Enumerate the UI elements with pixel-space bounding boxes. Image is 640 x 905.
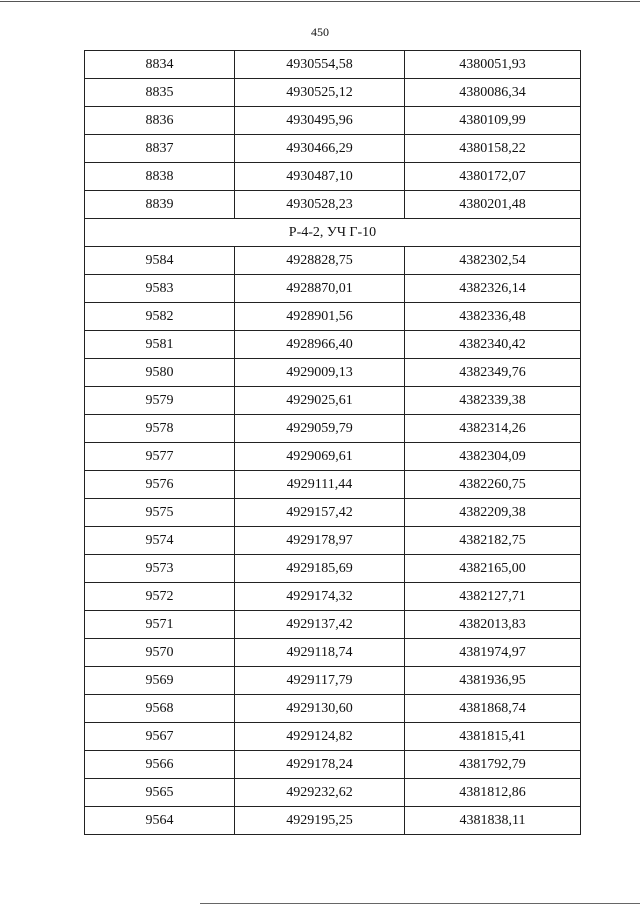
table-row xyxy=(85,555,581,583)
table-row xyxy=(85,779,581,807)
point-number-cell: 9583 xyxy=(85,275,235,303)
table-row xyxy=(85,695,581,723)
x-coordinate-cell: 4929069,61 xyxy=(235,443,405,471)
y-coordinate-cell: 4380201,48 xyxy=(405,191,581,219)
point-number-cell: 8834 xyxy=(85,51,235,79)
x-coordinate-cell: 4929157,42 xyxy=(235,499,405,527)
section-title: Р-4-2, УЧ Г-10 xyxy=(85,219,581,247)
table-row xyxy=(85,359,581,387)
x-coordinate-cell: 4930466,29 xyxy=(235,135,405,163)
x-coordinate-cell: 4930528,23 xyxy=(235,191,405,219)
point-number-cell: 9577 xyxy=(85,443,235,471)
y-coordinate-cell: 4380172,07 xyxy=(405,163,581,191)
coordinates-table xyxy=(84,50,581,835)
table-row xyxy=(85,247,581,275)
table-row xyxy=(85,135,581,163)
y-coordinate-cell: 4381974,97 xyxy=(405,639,581,667)
point-number-cell: 9584 xyxy=(85,247,235,275)
point-number-cell: 9574 xyxy=(85,527,235,555)
y-coordinate-cell: 4380158,22 xyxy=(405,135,581,163)
table-row xyxy=(85,415,581,443)
point-number-cell: 9565 xyxy=(85,779,235,807)
table-row xyxy=(85,191,581,219)
point-number-cell: 8837 xyxy=(85,135,235,163)
y-coordinate-cell: 4382302,54 xyxy=(405,247,581,275)
point-number-cell: 9567 xyxy=(85,723,235,751)
y-coordinate-cell: 4382349,76 xyxy=(405,359,581,387)
y-coordinate-cell: 4382165,00 xyxy=(405,555,581,583)
x-coordinate-cell: 4929185,69 xyxy=(235,555,405,583)
table-row xyxy=(85,807,581,835)
y-coordinate-cell: 4382013,83 xyxy=(405,611,581,639)
table-row xyxy=(85,163,581,191)
y-coordinate-cell: 4382336,48 xyxy=(405,303,581,331)
x-coordinate-cell: 4930554,58 xyxy=(235,51,405,79)
point-number-cell: 9579 xyxy=(85,387,235,415)
y-coordinate-cell: 4381868,74 xyxy=(405,695,581,723)
table-body-before xyxy=(85,51,581,219)
point-number-cell: 9576 xyxy=(85,471,235,499)
y-coordinate-cell: 4382182,75 xyxy=(405,527,581,555)
x-coordinate-cell: 4930495,96 xyxy=(235,107,405,135)
point-number-cell: 9572 xyxy=(85,583,235,611)
table-row xyxy=(85,639,581,667)
table-row xyxy=(85,471,581,499)
point-number-cell: 8838 xyxy=(85,163,235,191)
x-coordinate-cell: 4929137,42 xyxy=(235,611,405,639)
y-coordinate-cell: 4382339,38 xyxy=(405,387,581,415)
point-number-cell: 9575 xyxy=(85,499,235,527)
point-number-cell: 9578 xyxy=(85,415,235,443)
y-coordinate-cell: 4382127,71 xyxy=(405,583,581,611)
point-number-cell: 9581 xyxy=(85,331,235,359)
x-coordinate-cell: 4930487,10 xyxy=(235,163,405,191)
point-number-cell: 8835 xyxy=(85,79,235,107)
y-coordinate-cell: 4380086,34 xyxy=(405,79,581,107)
x-coordinate-cell: 4929025,61 xyxy=(235,387,405,415)
point-number-cell: 9571 xyxy=(85,611,235,639)
x-coordinate-cell: 4929009,13 xyxy=(235,359,405,387)
table-row xyxy=(85,387,581,415)
top-rule xyxy=(0,1,640,2)
table-row xyxy=(85,667,581,695)
table-body-after xyxy=(85,247,581,835)
x-coordinate-cell: 4929174,32 xyxy=(235,583,405,611)
point-number-cell: 9570 xyxy=(85,639,235,667)
point-number-cell: 9569 xyxy=(85,667,235,695)
point-number-cell: 9573 xyxy=(85,555,235,583)
y-coordinate-cell: 4381936,95 xyxy=(405,667,581,695)
y-coordinate-cell: 4382340,42 xyxy=(405,331,581,359)
table-row xyxy=(85,443,581,471)
table-row xyxy=(85,275,581,303)
bottom-rule xyxy=(200,903,640,904)
y-coordinate-cell: 4380051,93 xyxy=(405,51,581,79)
page-number: 450 xyxy=(311,25,329,39)
y-coordinate-cell: 4382326,14 xyxy=(405,275,581,303)
y-coordinate-cell: 4381815,41 xyxy=(405,723,581,751)
point-number-cell: 9568 xyxy=(85,695,235,723)
point-number-cell: 9566 xyxy=(85,751,235,779)
x-coordinate-cell: 4928870,01 xyxy=(235,275,405,303)
x-coordinate-cell: 4928966,40 xyxy=(235,331,405,359)
table-row xyxy=(85,107,581,135)
point-number-cell: 9580 xyxy=(85,359,235,387)
x-coordinate-cell: 4929059,79 xyxy=(235,415,405,443)
x-coordinate-cell: 4929195,25 xyxy=(235,807,405,835)
x-coordinate-cell: 4929124,82 xyxy=(235,723,405,751)
x-coordinate-cell: 4929178,24 xyxy=(235,751,405,779)
section-header-row xyxy=(85,219,581,247)
y-coordinate-cell: 4382260,75 xyxy=(405,471,581,499)
table-row xyxy=(85,611,581,639)
y-coordinate-cell: 4382304,09 xyxy=(405,443,581,471)
x-coordinate-cell: 4929232,62 xyxy=(235,779,405,807)
y-coordinate-cell: 4380109,99 xyxy=(405,107,581,135)
x-coordinate-cell: 4929118,74 xyxy=(235,639,405,667)
y-coordinate-cell: 4381838,11 xyxy=(405,807,581,835)
table-row xyxy=(85,751,581,779)
table-row xyxy=(85,331,581,359)
x-coordinate-cell: 4929117,79 xyxy=(235,667,405,695)
point-number-cell: 8836 xyxy=(85,107,235,135)
table-row xyxy=(85,51,581,79)
point-number-cell: 8839 xyxy=(85,191,235,219)
x-coordinate-cell: 4928828,75 xyxy=(235,247,405,275)
table-row xyxy=(85,527,581,555)
x-coordinate-cell: 4929130,60 xyxy=(235,695,405,723)
table-row xyxy=(85,583,581,611)
y-coordinate-cell: 4382209,38 xyxy=(405,499,581,527)
point-number-cell: 9564 xyxy=(85,807,235,835)
x-coordinate-cell: 4929178,97 xyxy=(235,527,405,555)
y-coordinate-cell: 4382314,26 xyxy=(405,415,581,443)
table-row xyxy=(85,723,581,751)
y-coordinate-cell: 4381812,86 xyxy=(405,779,581,807)
section-header-body xyxy=(85,219,581,247)
point-number-cell: 9582 xyxy=(85,303,235,331)
x-coordinate-cell: 4930525,12 xyxy=(235,79,405,107)
table-row xyxy=(85,303,581,331)
x-coordinate-cell: 4928901,56 xyxy=(235,303,405,331)
table-row xyxy=(85,499,581,527)
table-row xyxy=(85,79,581,107)
x-coordinate-cell: 4929111,44 xyxy=(235,471,405,499)
y-coordinate-cell: 4381792,79 xyxy=(405,751,581,779)
